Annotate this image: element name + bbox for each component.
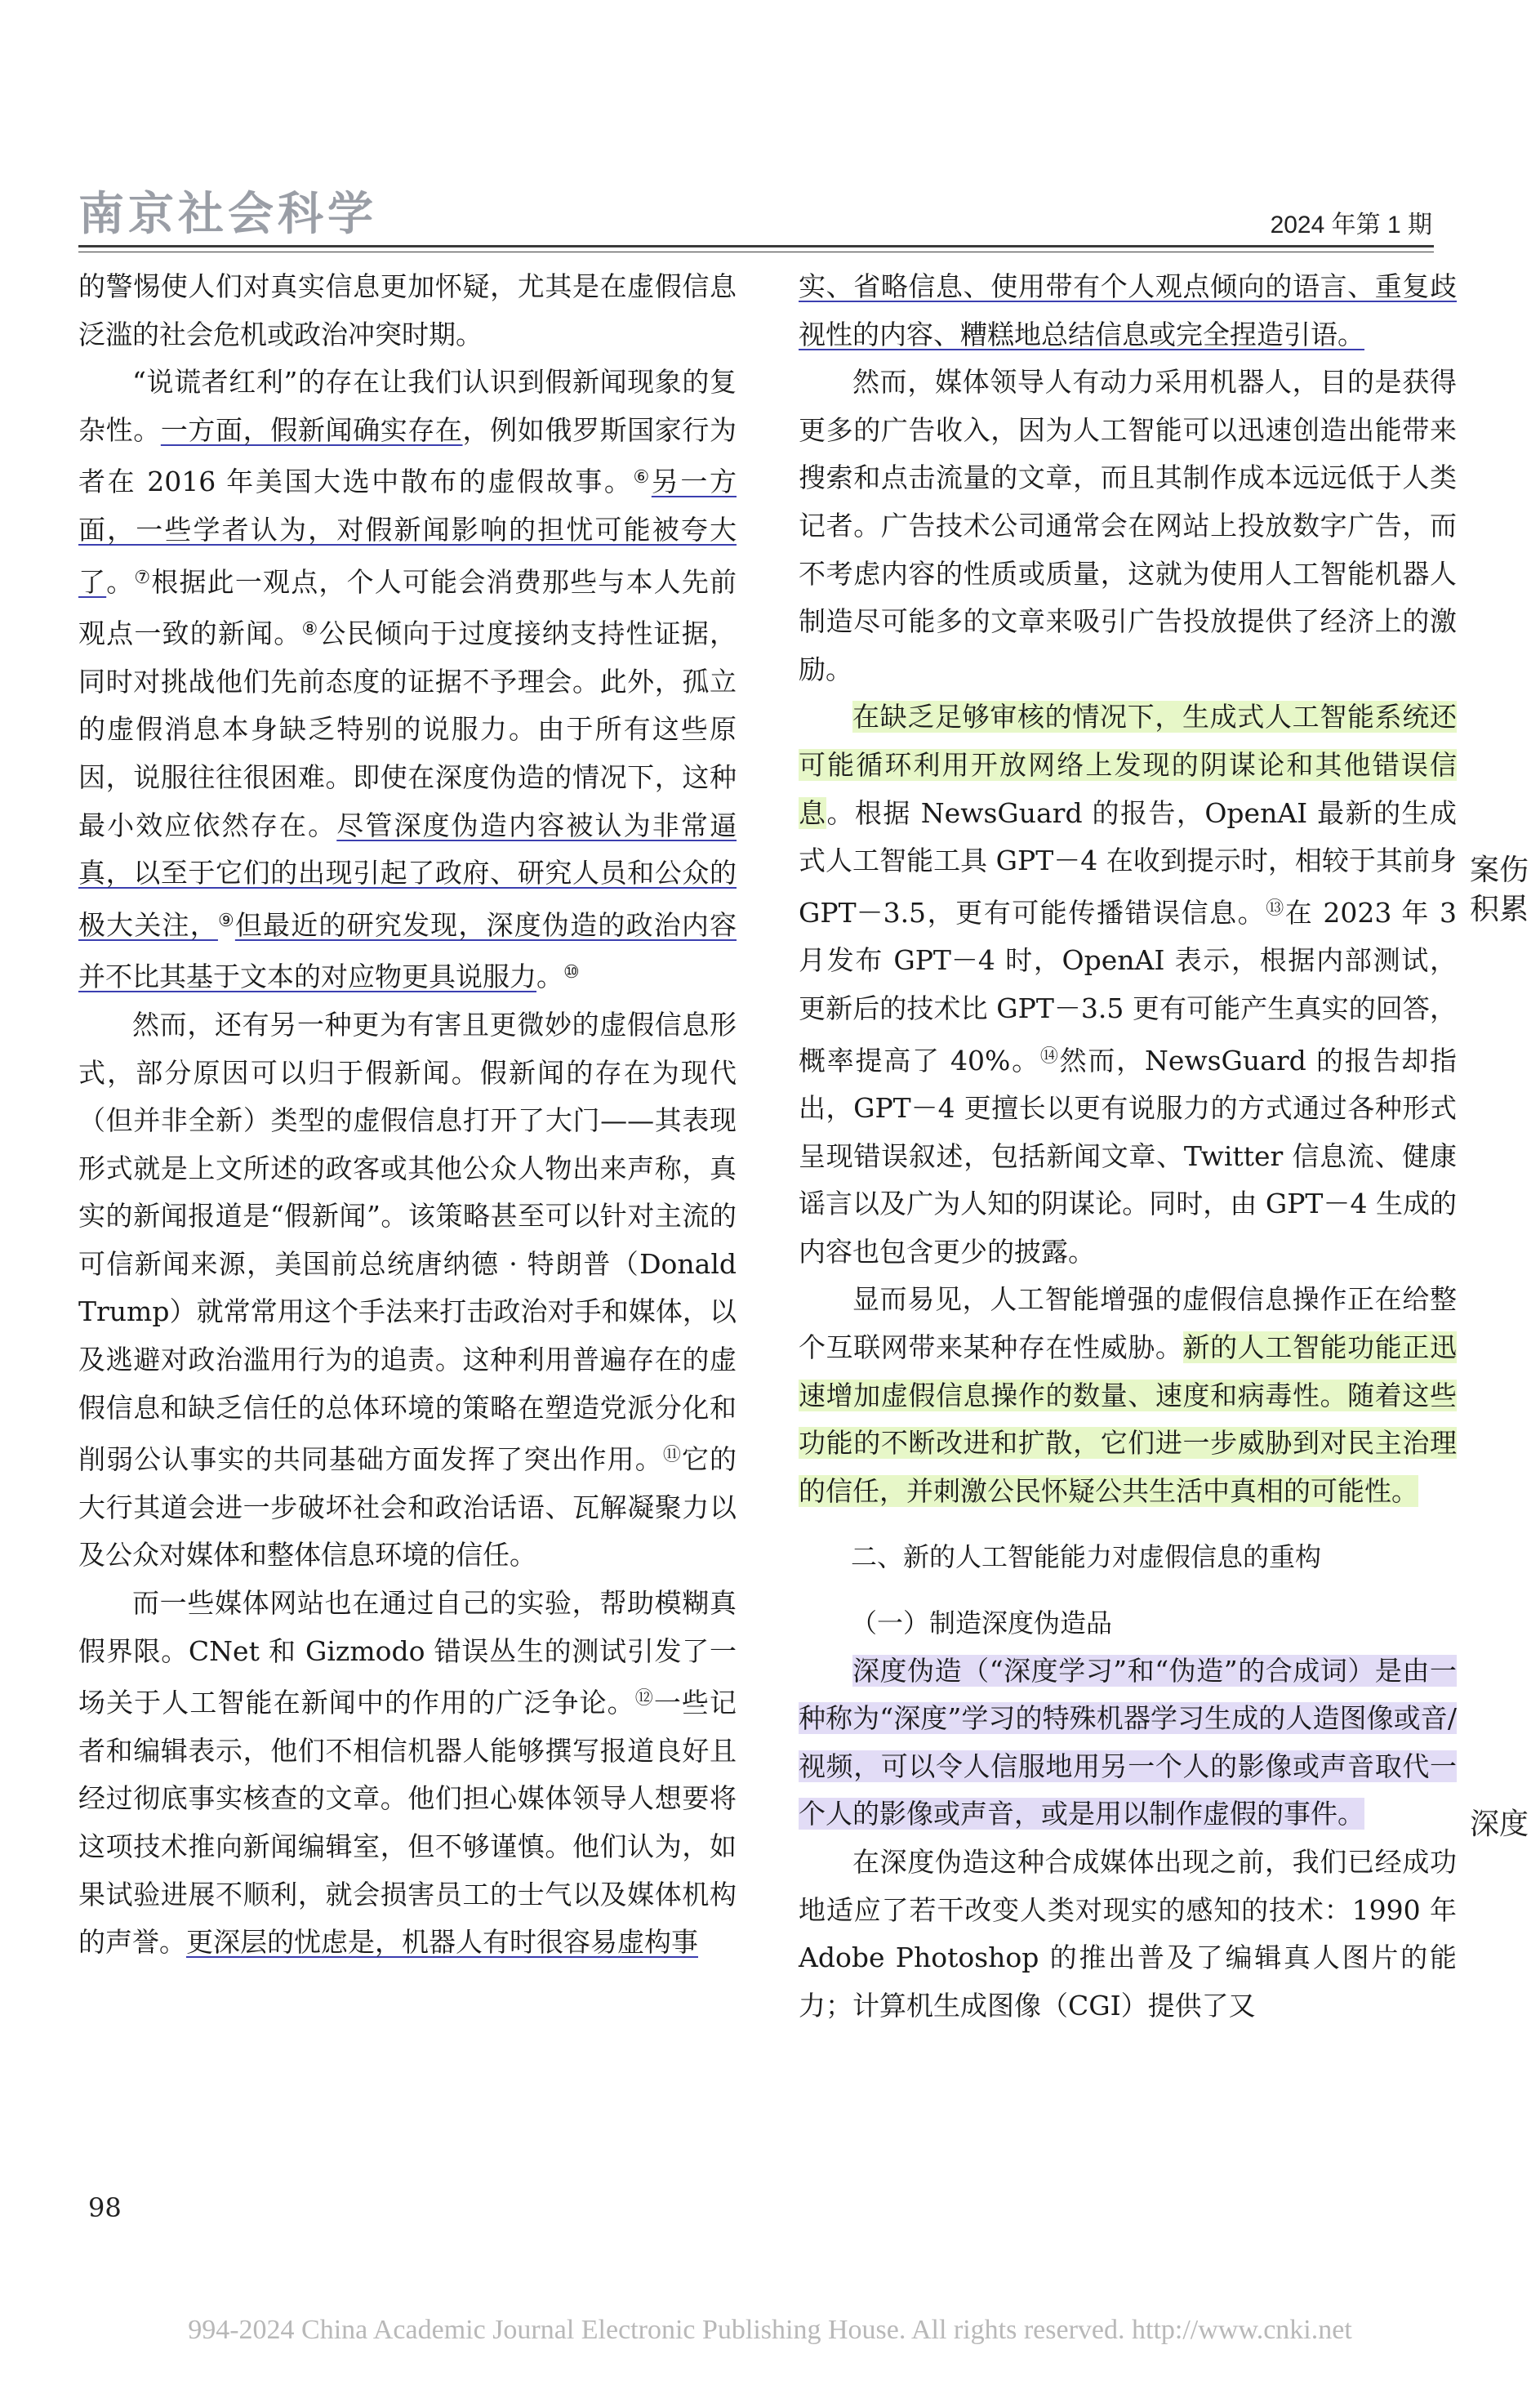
left-paragraph-1: 的警惕使人们对真实信息更加怀疑，尤其是在虚假信息泛滥的社会危机或政治冲突时期。 <box>78 270 737 350</box>
underlined-text: 尽管深度伪造内容被认为非常逼真，以至于它们的出现引起了政府、研究人员和公众的极大关注， <box>78 809 737 941</box>
text-run: 显而易见，人工智能增强的虚假信息操作正在给整个互联网带来某种存在性威胁。 <box>799 1283 1457 1364</box>
left-paragraph-3 <box>78 1001 737 1580</box>
journal-title: 南京社会科学 <box>78 187 377 241</box>
left-column <box>78 263 737 1967</box>
text-run: 。 <box>106 565 135 598</box>
right-column <box>799 263 1457 2030</box>
highlighted-text: 在缺乏足够审核的情况下，生成式人工智能系统还可能循环利用开放网络上发现的阴谋论和其他错误信息 <box>799 701 1457 829</box>
right-paragraph-1 <box>799 263 1457 359</box>
right-paragraph-2: 然而，媒体领导人有动力采用机器人，目的是获得更多的广告收入，因为人工智能可以迅速创造出能带来搜索和点击流量的文章，而且其制作成本远远低于人类记者。广告技术公司通常会在网站上投放数字广告，而不考虑内容的性质或质量，这就为使用人工智能机器人制造尽可能多的文章来吸引广告投放提供了经济上的激励。 <box>799 366 1457 685</box>
footnote-ref-7[interactable]: ⑦ <box>134 567 152 588</box>
footnote-ref-10[interactable]: ⑩ <box>563 962 580 983</box>
text-run: 一些记者和编辑表示，他们不相信机器人能够撰写报道良好且经过彻底事实核查的文章。他们担心媒体领导人想要将这项技术推向新闻编辑室，但不够谨慎。他们认为，如果试验进展不顺利，就会损害员工的士气以及媒体机构的声誉。 <box>78 1687 737 1959</box>
text-run: 公民倾向于过度接纳支持性证据，同时对挑战他们先前态度的证据不予理会。此外，孤立的虚假消息本身缺乏特别的说服力。由于所有这些原因，说服往往很困难。即使在深度伪造的情况下，这种最小效应依然存在。 <box>78 617 737 841</box>
footnote-ref-8[interactable]: ⑧ <box>301 619 319 640</box>
copyright-footer: 994-2024 China Academic Journal Electronic Publishing House. All rights reserved. http://www.cnki.net <box>188 2315 1352 2345</box>
margin-note-3: 深度 <box>1470 1808 1529 1841</box>
footnote-ref-13[interactable]: ⑬ <box>1266 898 1285 919</box>
right-paragraph-6: 在深度伪造这种合成媒体出现之前，我们已经成功地适应了若干改变人类对现实的感知的技术：1990 年 Adobe Photoshop 的推出普及了编辑真人图片的能力；计算机生成图像（CGI）提供了又 <box>799 1846 1457 2022</box>
issue-label: 2024 年第 1 期 <box>1270 212 1432 239</box>
highlighted-text: 深度伪造（“深度学习”和“伪造”的合成词）是由一种称为“深度”学习的特殊机器学习生成的人造图像或音/视频，可以令人信服地用另一个人的影像或声音取代一个人的影像或声音，或是用以制作虚假的事件。 <box>799 1654 1457 1830</box>
underlined-text: 一方面，假新闻确实存在 <box>160 413 463 446</box>
footnote-ref-12[interactable]: ⑫ <box>634 1688 654 1710</box>
underlined-text: 但最近的研究发现，深度伪造的政治内容并不比其基于文本的对应物更具说服力 <box>78 908 737 993</box>
page-number: 98 <box>88 2192 122 2223</box>
highlighted-text: 新的人工智能功能正迅速增加虚假信息操作的数量、速度和病毒性。随着这些功能的不断改进和扩散，它们进一步威胁到对民主治理的信任，并刺激公民怀疑公共生活中真相的可能性。 <box>799 1331 1458 1507</box>
text-run: 然而，NewsGuard 的报告却指出，GPT－4 更擅长以更有说服力的方式通过各种形式呈现错误叙述，包括新闻文章、Twitter 信息流、健康谣言以及广为人知的阴谋论。同时，由 GPT－4 生成的内容也包含更少的披露。 <box>799 1044 1457 1268</box>
underlined-text: 另一方面，一些学者认为，对假新闻影响的担忧可能被夸大了 <box>78 466 737 598</box>
footnote-ref-9[interactable]: ⑨ <box>217 910 235 931</box>
header-rule <box>78 245 1434 247</box>
underlined-text: 更深层的忧虑是，机器人有时很容易虚构事 <box>186 1926 698 1959</box>
footnote-ref-6[interactable]: ⑥ <box>633 467 652 488</box>
text-run: 它的大行其道会进一步破坏社会和政治话语、瓦解凝聚力以及公众对媒体和整体信息环境的信任。 <box>78 1443 737 1571</box>
right-paragraph-5 <box>799 1647 1457 1839</box>
text-run: 。 <box>536 961 563 993</box>
left-paragraph-2 <box>78 359 737 1001</box>
left-paragraph-4 <box>78 1580 737 1967</box>
text-run: 。根据 NewsGuard 的报告，OpenAI 最新的生成式人工智能工具 GPT－4 在收到提示时，相较于其前身 GPT－3.5，更有可能传播错误信息。 <box>799 796 1458 929</box>
footnote-ref-11[interactable]: ⑪ <box>662 1445 682 1466</box>
margin-note-1: 案伤 <box>1470 854 1529 887</box>
right-paragraph-3 <box>799 693 1457 1276</box>
text-run: 然而，还有另一种更为有害且更微妙的虚假信息形式，部分原因可以归于假新闻。假新闻的存在为现代（但并非全新）类型的虚假信息打开了大门——其表现形式就是上文所述的政客或其他公众人物出来声称，真实的新闻报道是“假新闻”。该策略甚至可以针对主流的可信新闻来源，美国前总统唐纳德 · 特朗普（Donald Trump）就常常用这个手法来打击政治对手和媒体，以及逃避对政治滥用行为的追责。这种利用普遍存在的虚假信息和缺乏信任的总体环境的策略在塑造党派分化和削弱公认事实的共同基础方面发挥了突出作用。 <box>78 1008 737 1476</box>
text-run: 在 2023 年 3 月发布 GPT－4 时，OpenAI 表示，根据内部测试，更新后的技术比 GPT－3.5 更有可能产生真实的回答，概率提高了 40%。 <box>799 896 1457 1077</box>
margin-note-2: 积累 <box>1470 893 1529 926</box>
text-run: 而一些媒体网站也在通过自己的实验，帮助模糊真假界限。CNet 和 Gizmodo 错误丛生的测试引发了一场关于人工智能在新闻中的作用的广泛争论。 <box>78 1587 737 1719</box>
text-run: 根据此一观点，个人可能会消费那些与本人先前观点一致的新闻。 <box>78 565 737 650</box>
section-heading: 二、新的人工智能能力对虚假信息的重构 <box>851 1541 1322 1573</box>
subsection-heading: （一）制造深度伪造品 <box>851 1607 1113 1639</box>
text-run: “说谎者红利”的存在让我们认识到假新闻现象的复杂性。 <box>78 366 737 446</box>
right-paragraph-4 <box>799 1276 1457 1515</box>
footnote-ref-14[interactable]: ⑭ <box>1039 1045 1060 1067</box>
text-run: ，例如俄罗斯国家行为者在 2016 年美国大选中散布的虚假故事。 <box>78 413 737 498</box>
underlined-text: 实、省略信息、使用带有个人观点倾向的语言、重复歧视性的内容、糟糕地总结信息或完全捏造引语。 <box>799 270 1457 350</box>
